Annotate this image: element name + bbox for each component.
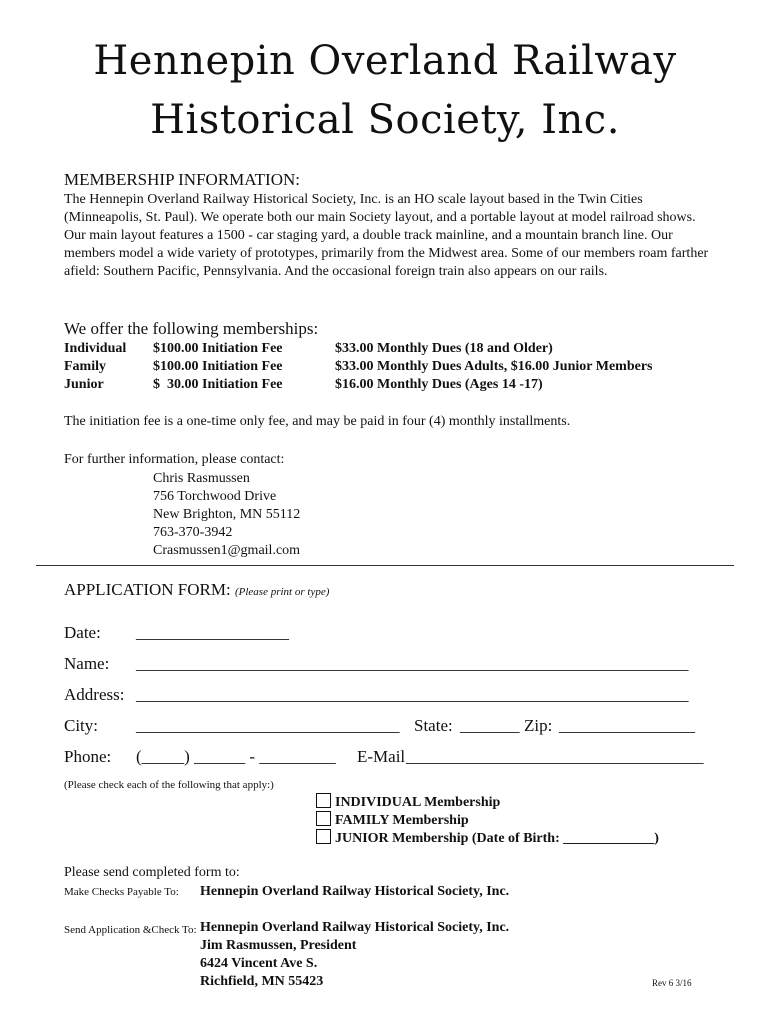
email-field[interactable]: ___________________________________ [406,747,704,766]
address-field[interactable]: _________________________________________________________________ [136,685,689,704]
phone-row [0,747,770,769]
application-heading-note: (Please print or type) [234,586,330,598]
memberships-heading: We offer the following memberships: [64,319,319,338]
payable-value: Hennepin Overland Railway Historical Society, Inc. [200,884,510,899]
membership-row-individual [64,340,704,358]
membership-type: Family [64,359,106,374]
contact-email: Crasmussen1@gmail.com [153,543,301,558]
checkbox[interactable] [316,793,331,808]
initiation-fee-note: The initiation fee is a one-time only fee, and may be paid in four (4) monthly installments. [64,414,571,429]
contact-name: Chris Rasmussen [153,471,250,486]
revision-note: Rev 6 3/16 [652,978,692,988]
city-field[interactable]: _______________________________ [136,716,400,735]
city-label: City: [64,716,99,735]
name-row [0,654,770,676]
phone-field[interactable]: (_____) ______ - _________ [136,747,336,766]
zip-field[interactable]: ________________ [559,716,695,735]
page-title-line-1: Hennepin Overland Railway [93,38,677,84]
contact-city: New Brighton, MN 55112 [153,507,301,522]
membership-type: Junior [64,377,104,392]
membership-initiation-fee: $ 30.00 Initiation Fee [153,377,283,392]
option-label: INDIVIDUAL Membership [335,795,501,810]
contact-street: 756 Torchwood Drive [153,489,277,504]
address-label: Address: [64,685,125,704]
option-label: FAMILY Membership [335,813,469,828]
checkbox[interactable] [316,811,331,826]
phone-label: Phone: [64,747,112,766]
state-field[interactable]: _______ [460,716,520,735]
contact-phone: 763-370-3942 [153,525,233,540]
membership-type: Individual [64,341,127,356]
membership-initiation-fee: $100.00 Initiation Fee [153,359,283,374]
send-street: 6424 Vincent Ave S. [200,956,318,971]
contact-block [153,470,300,560]
date-field[interactable]: __________________ [136,623,289,642]
option-individual[interactable] [316,793,500,811]
payable-label: Make Checks Payable To: [64,886,179,898]
check-instruction: (Please check each of the following that apply:) [64,779,274,791]
state-label: State: [414,716,453,735]
page-title-line-2: Historical Society, Inc. [150,97,620,143]
application-heading [64,580,329,600]
option-junior[interactable] [316,829,659,847]
city-row [0,716,770,738]
option-family[interactable] [316,811,469,829]
membership-initiation-fee: $100.00 Initiation Fee [153,341,283,356]
memberships-table [64,340,704,394]
membership-info-heading: MEMBERSHIP INFORMATION: [64,170,300,189]
membership-row-junior [64,376,704,394]
contact-intro: For further information, please contact: [64,452,285,467]
section-divider [36,565,734,566]
email-label: E-Mail [357,747,406,766]
date-label: Date: [64,623,101,642]
send-address-block [200,919,509,991]
send-heading: Please send completed form to: [64,865,240,880]
send-person: Jim Rasmussen, President [200,938,357,953]
send-city: Richfield, MN 55423 [200,974,324,989]
date-row [0,623,770,645]
address-row [0,685,770,707]
name-field[interactable]: _________________________________________________________________ [136,654,689,673]
membership-row-family [64,358,704,376]
application-heading-label: APPLICATION FORM: [64,580,231,599]
send-org: Hennepin Overland Railway Historical Society, Inc. [200,920,510,935]
membership-info-paragraph: The Hennepin Overland Railway Historical Society, Inc. is an HO scale layout based in the Twin Cities (Minneapolis, St. Paul). We operate both our main Society layout, and a portable layout at model railroad shows. Our main layout features a 1500 - car staging yard, a double track mainline, and a mountain branch line. Our members model a wide variety of prototypes, primarily from the Midwest area. Some of our members roam farther afield: Southern Pacific, Pennsylvania. And the occasional foreign train also appears on our rails. [64,192,709,279]
checkbox[interactable] [316,829,331,844]
option-label: JUNIOR Membership (Date of Birth: _____________) [335,831,659,846]
membership-monthly-dues: $16.00 Monthly Dues (Ages 14 -17) [335,377,543,392]
zip-label: Zip: [524,716,553,735]
membership-monthly-dues: $33.00 Monthly Dues (18 and Older) [335,341,553,356]
name-label: Name: [64,654,110,673]
membership-monthly-dues: $33.00 Monthly Dues Adults, $16.00 Junior Members [335,359,653,374]
send-label: Send Application &Check To: [64,924,197,936]
